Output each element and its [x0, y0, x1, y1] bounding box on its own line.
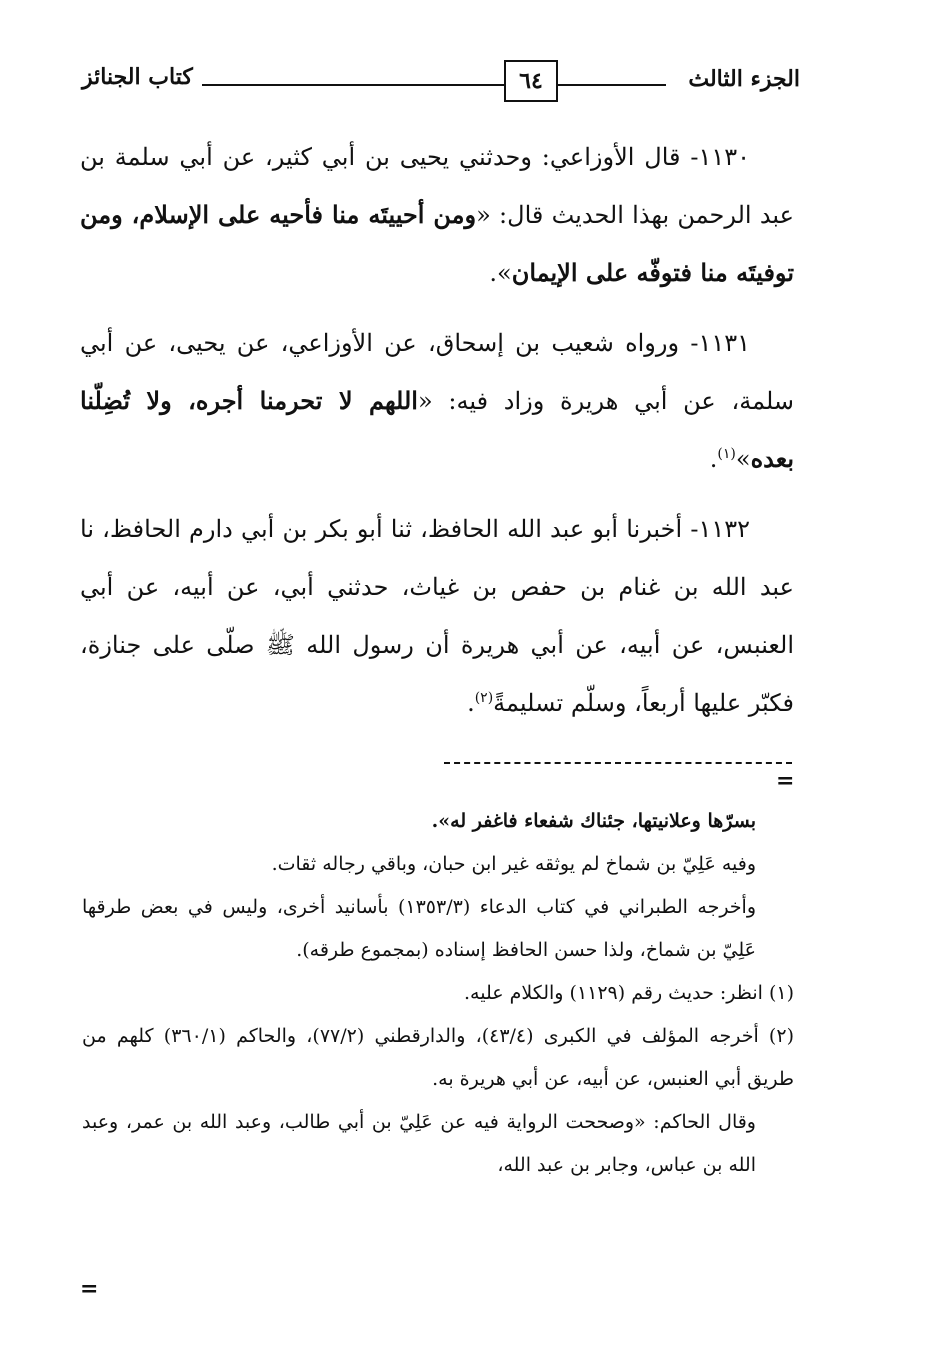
page-header	[80, 52, 800, 108]
header-rule-left	[202, 84, 504, 86]
continuation-mark-top: =	[776, 768, 795, 794]
volume-title: الجزء الثالث	[688, 66, 800, 92]
footnote-ref-1: (١)	[717, 446, 736, 462]
book-title: كتاب الجنائز	[82, 64, 193, 90]
footnote-2-continuation: وقال الحاكم: «وصححت الرواية فيه عن عَلِيّ بن أبي طالب، وعبد الله بن عمر، وعبد الله بن عباس، وجابر بن عبد الله،	[82, 1111, 756, 1176]
hadith-1132: ١١٣٢- أخبرنا أبو عبد الله الحافظ، ثنا أبو بكر بن أبي دارم الحافظ، نا عبد الله بن غنام بن حفص بن غياث، حدثني أبي، عن أبيه، عن أبي العنبس، عن أبيه، عن أبي هريرة أن رسول الله ﷺ صلّى على جنازة، فكبّر عليها أربعاً، وسلّم تسليمةً$^{(٢)}$.	[80, 515, 794, 717]
footnotes	[82, 800, 794, 1187]
footnote-1: (١) انظر: حديث رقم (١١٢٩) والكلام عليه.	[464, 982, 794, 1004]
header-rule-right	[558, 84, 666, 86]
footnote-separator	[444, 762, 792, 764]
footnote-2: (٢) أخرجه المؤلف في الكبرى (٤٣/٤)، والدارقطني (٧٧/٢)، والحاكم (٣٦٠/١) كلهم من طريق أبي العنبس، عن أبيه، عن أبي هريرة به.	[82, 1025, 794, 1090]
main-text	[80, 128, 794, 744]
hadith-1130: ١١٣٠- قال الأوزاعي: وحدثني يحيى بن أبي كثير، عن أبي سلمة بن عبد الرحمن بهذا الحديث قال: «ومن أحييتَه منا فأحيه على الإسلام، ومن توفيتَه منا فتوفّه على الإيمان».	[80, 143, 794, 287]
hadith-1130-quote: ومن أحييتَه منا فأحيه على الإسلام، ومن توفيتَه منا فتوفّه على الإيمان	[80, 200, 794, 287]
continuation-mark-bottom: =	[80, 1276, 99, 1302]
footnote-continuation-1: وفيه عَلِيّ بن شماخ لم يوثقه غير ابن حبان، وباقي رجاله ثقات.	[271, 853, 756, 875]
hadith-1131-quote: اللهم لا تحرمنا أجره، ولا تُضِلّنا بعده	[80, 386, 794, 473]
footnote-continuation-quote: بسرّها وعلانيتها، جئناك شفعاء فاغفر له».	[431, 810, 756, 832]
footnote-ref-2: (٢)	[474, 690, 494, 706]
footnote-continuation-2: وأخرجه الطبراني في كتاب الدعاء (١٣٥٣/٣) بأسانيد أخرى، وليس في بعض طرقها عَلِيّ بن شماخ، ولذا حسن الحافظ إسناده (بمجموع طرقه).	[82, 896, 756, 961]
hadith-1131: ١١٣١- ورواه شعيب بن إسحاق، عن الأوزاعي، عن يحيى، عن أبي سلمة، عن أبي هريرة وزاد فيه: «اللهم لا تحرمنا أجره، ولا تُضِلّنا بعده»$^{(١)}$.	[80, 329, 794, 473]
page-number-box	[504, 60, 558, 102]
page-number: ٦٤	[519, 68, 543, 94]
